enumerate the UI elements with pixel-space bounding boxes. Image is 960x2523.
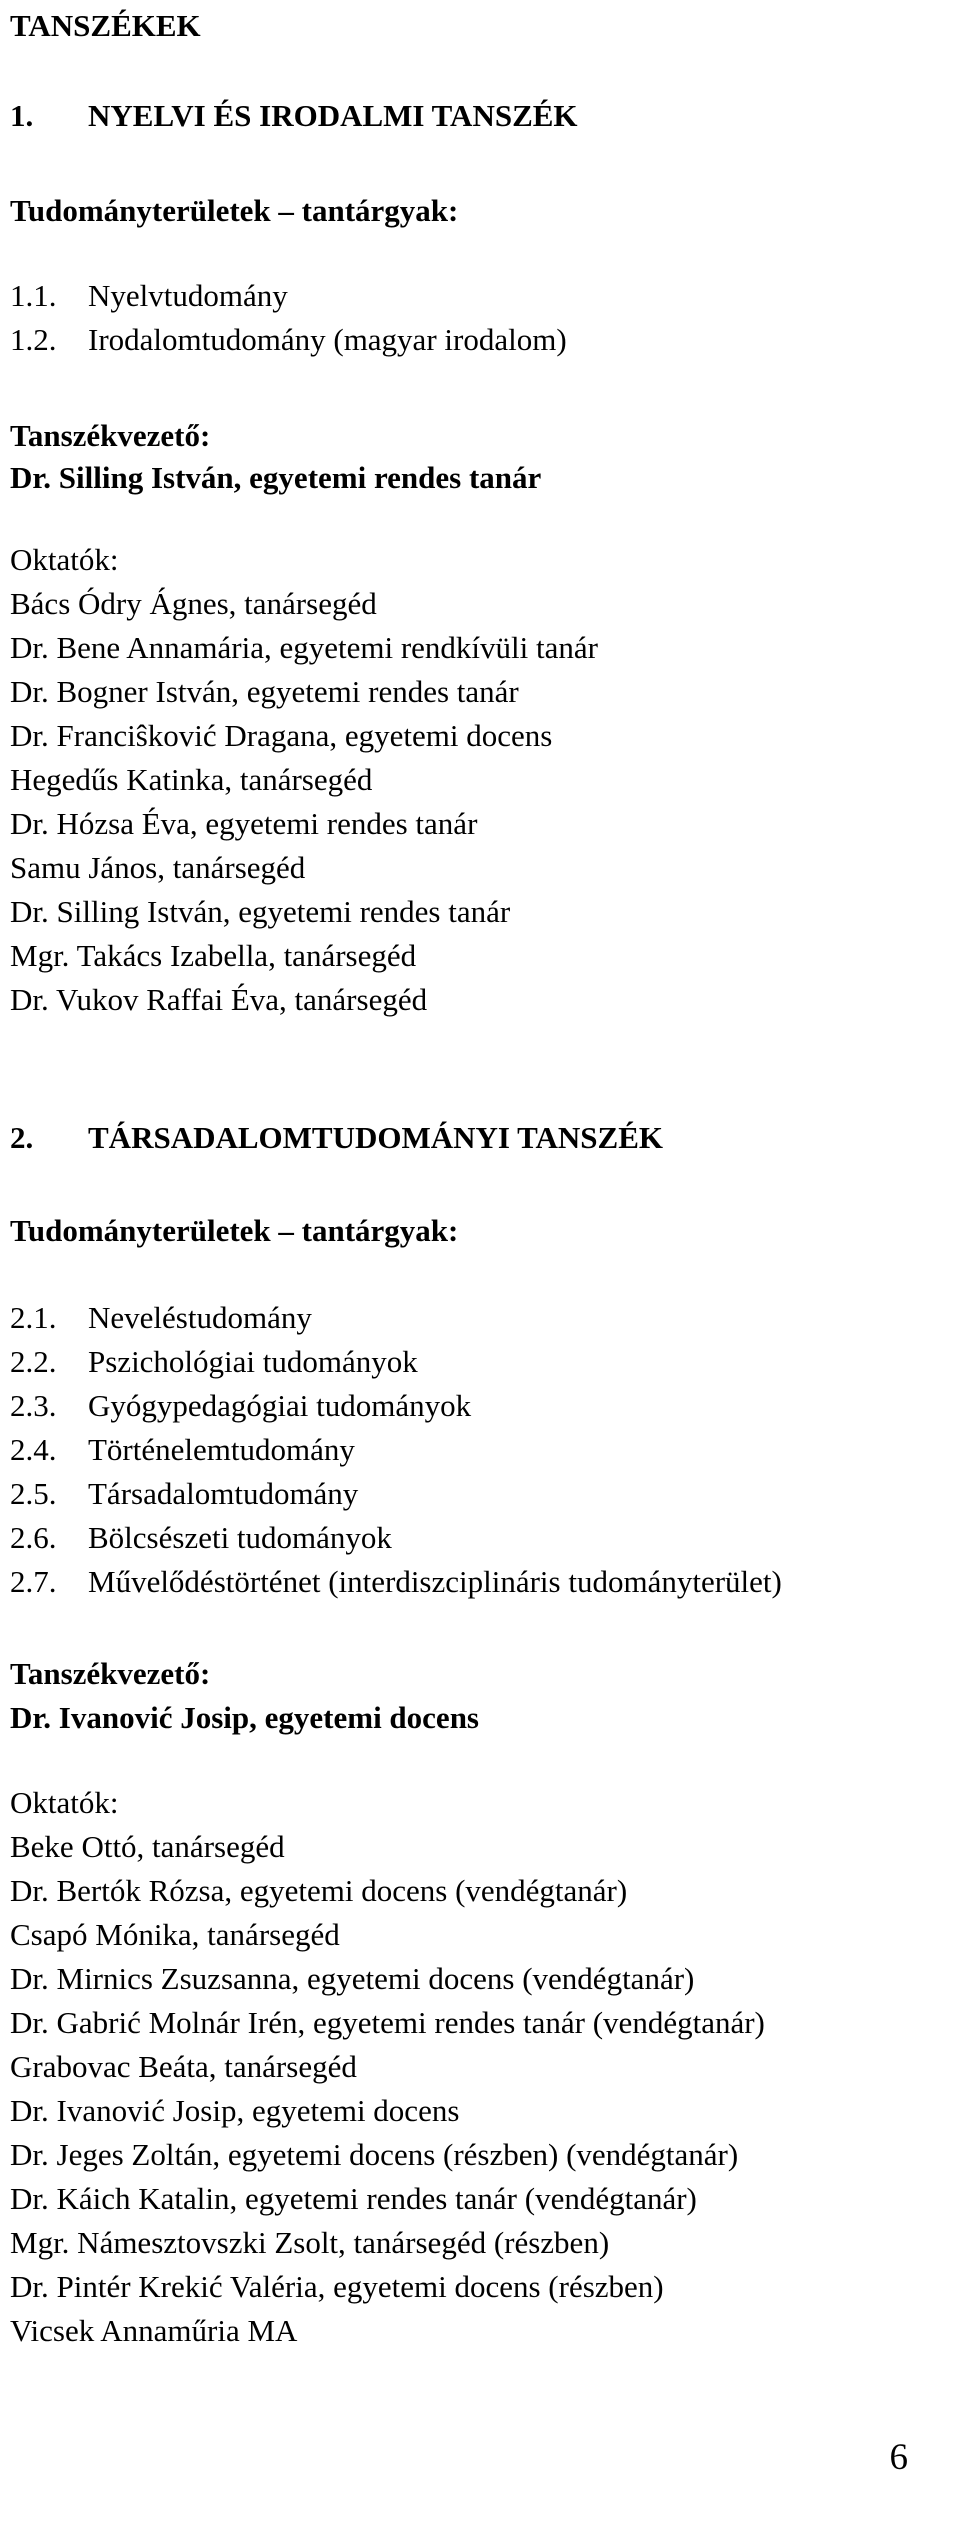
section-2-staff-label: Oktatók: [10,1785,119,1820]
staff-item: Samu János, tanársegéd [10,850,306,885]
section-2-title: TÁRSADALOMTUDOMÁNYI TANSZÉK [88,1120,663,1155]
section-1-field-1 [10,278,288,314]
field-name: Nyelvtudomány [88,278,288,313]
field-number: 2.3. [10,1388,57,1423]
section-1-head-name: Dr. Silling István, egyetemi rendes tanár [10,460,542,495]
staff-item: Dr. Bene Annamária, egyetemi rendkívüli tanár [10,630,598,665]
field-name: Bölcsészeti tudományok [88,1520,392,1555]
section-2-field-2 [10,1344,418,1380]
field-number: 2.5. [10,1476,57,1511]
field-number: 1.2. [10,322,57,357]
field-number: 2.2. [10,1344,57,1379]
document-page [10,0,950,2523]
staff-item: Bács Ódry Ágnes, tanársegéd [10,586,377,621]
staff-item: Dr. Silling István, egyetemi rendes tanár [10,894,511,929]
staff-item: Dr. Bogner István, egyetemi rendes tanár [10,674,519,709]
field-number: 2.1. [10,1300,57,1335]
field-name: Pszichológiai tudományok [88,1344,418,1379]
field-name: Művelődéstörténet (interdiszciplináris tudományterület) [88,1564,782,1599]
field-name: Történelemtudomány [88,1432,355,1467]
staff-item: Dr. Mirnics Zsuzsanna, egyetemi docens (vendégtanár) [10,1961,695,1996]
staff-item: Mgr. Námesztovszki Zsolt, tanársegéd (részben) [10,2225,610,2260]
staff-item: Grabovac Beáta, tanársegéd [10,2049,357,2084]
section-2-number: 2. [10,1120,34,1155]
field-number: 1.1. [10,278,57,313]
section-1-fields-heading: Tudományterületek – tantárgyak: [10,193,459,228]
staff-item: Vicsek Annaműria MA [10,2313,298,2348]
staff-item: Dr. Vukov Raffai Éva, tanársegéd [10,982,428,1017]
section-2-field-7 [10,1564,782,1600]
section-1-staff-label: Oktatók: [10,542,119,577]
page-number: 6 [889,2437,908,2478]
staff-item: Dr. Ivanović Josip, egyetemi docens [10,2093,460,2128]
section-2-fields-heading: Tudományterületek – tantárgyak: [10,1213,459,1248]
field-number: 2.6. [10,1520,57,1555]
section-2-head-name: Dr. Ivanović Josip, egyetemi docens [10,1700,479,1735]
section-1-number: 1. [10,98,34,133]
section-1-title: NYELVI ÉS IRODALMI TANSZÉK [88,98,578,133]
section-2-field-1 [10,1300,312,1336]
section-2-field-4 [10,1432,355,1468]
staff-item: Dr. Pintér Krekić Valéria, egyetemi docens (részben) [10,2269,664,2304]
field-name: Társadalomtudomány [88,1476,359,1511]
staff-item: Beke Ottó, tanársegéd [10,1829,285,1864]
section-1-head-label: Tanszékvezető: [10,418,211,453]
staff-item: Dr. Bertók Rózsa, egyetemi docens (vendégtanár) [10,1873,628,1908]
field-number: 2.4. [10,1432,57,1467]
field-name: Irodalomtudomány (magyar irodalom) [88,322,567,357]
section-1-heading [10,98,578,134]
staff-item: Dr. Hózsa Éva, egyetemi rendes tanár [10,806,478,841]
field-name: Neveléstudomány [88,1300,312,1335]
staff-item: Dr. Franciŝković Dragana, egyetemi docens [10,718,553,753]
staff-item: Csapó Mónika, tanársegéd [10,1917,340,1952]
section-2-field-6 [10,1520,392,1556]
staff-item: Dr. Gabrić Molnár Irén, egyetemi rendes tanár (vendégtanár) [10,2005,765,2040]
staff-item: Dr. Jeges Zoltán, egyetemi docens (részben) (vendégtanár) [10,2137,739,2172]
section-1-field-2 [10,322,567,358]
field-name: Gyógypedagógiai tudományok [88,1388,472,1423]
staff-item: Hegedűs Katinka, tanársegéd [10,762,373,797]
section-2-field-5 [10,1476,358,1512]
section-2-field-3 [10,1388,471,1424]
section-2-head-label: Tanszékvezető: [10,1656,211,1691]
staff-item: Dr. Káich Katalin, egyetemi rendes tanár (vendégtanár) [10,2181,697,2216]
section-2-heading [10,1120,663,1156]
document-title: TANSZÉKEK [10,8,201,43]
staff-item: Mgr. Takács Izabella, tanársegéd [10,938,417,973]
field-number: 2.7. [10,1564,57,1599]
